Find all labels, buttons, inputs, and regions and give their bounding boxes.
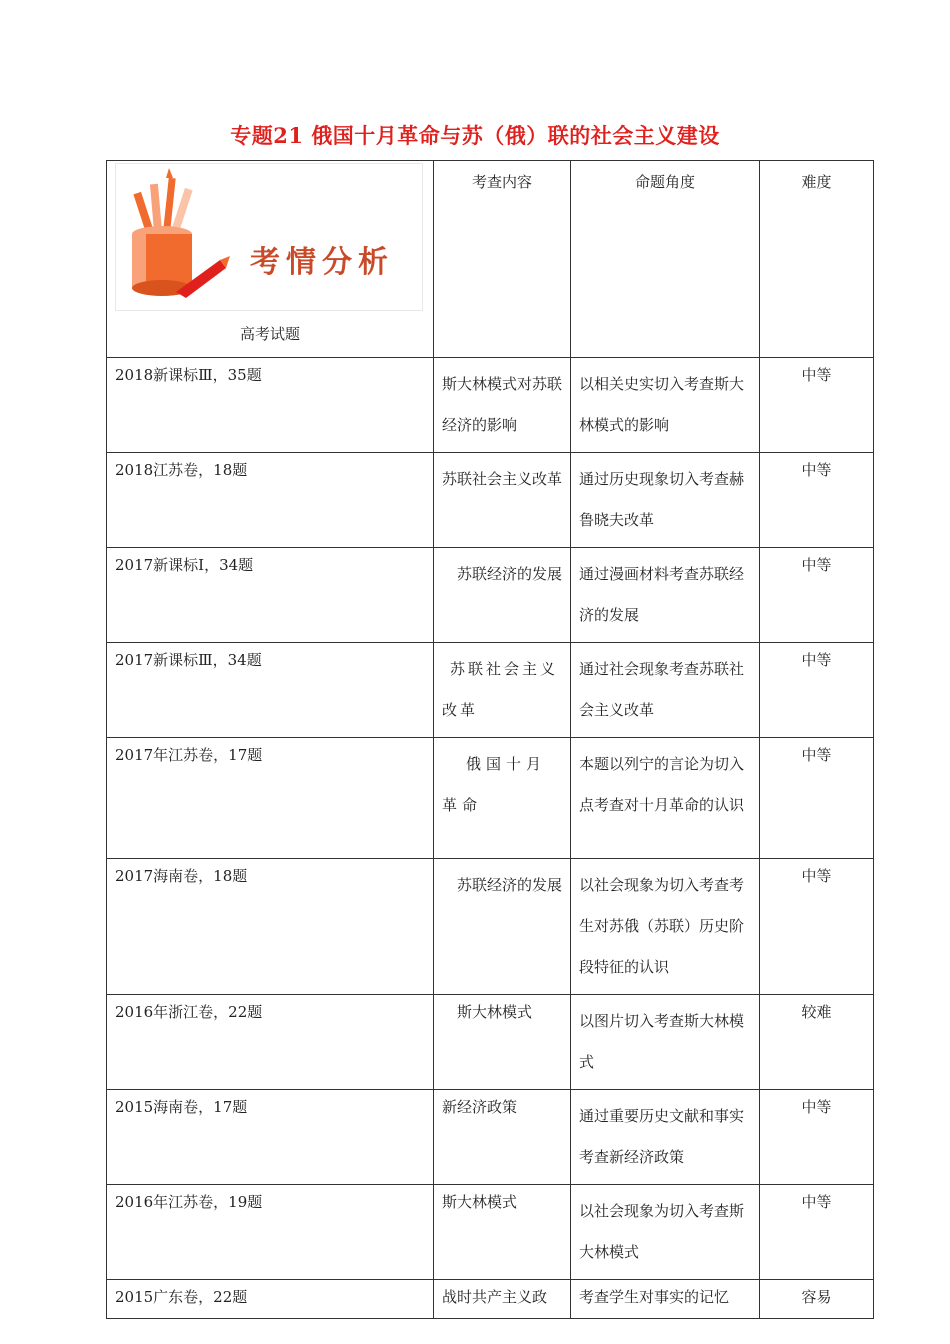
cell-exam: 2016年江苏卷，19题 <box>107 1185 434 1280</box>
table-row <box>107 1090 874 1185</box>
page-title: 专题21 俄国十月革命与苏（俄）联的社会主义建设 <box>230 123 720 148</box>
cell-angle: 通过历史现象切入考查赫鲁晓夫改革 <box>571 453 760 548</box>
cell-angle: 以图片切入考查斯大林模式 <box>571 995 760 1090</box>
cell-exam: 2017新课标Ⅰ，34题 <box>107 548 434 643</box>
table-row <box>107 358 874 453</box>
cell-angle: 通过社会现象考查苏联社会主义改革 <box>571 643 760 738</box>
table-row <box>107 643 874 738</box>
pencil-cup-icon <box>116 164 422 310</box>
cell-content: 斯大林模式对苏联经济的影响 <box>434 358 571 453</box>
cell-exam: 2017海南卷，18题 <box>107 859 434 995</box>
cell-angle: 考查学生对事实的记忆 <box>571 1280 760 1319</box>
cell-angle: 以社会现象为切入考查考生对苏俄（苏联）历史阶段特征的认识 <box>571 859 760 995</box>
table-header-row <box>107 161 874 358</box>
header-cell-angle: 命题角度 <box>571 161 760 358</box>
cell-difficulty: 较难 <box>760 995 874 1090</box>
header-cell-exam <box>107 161 434 358</box>
cell-angle: 通过重要历史文献和事实考查新经济政策 <box>571 1090 760 1185</box>
cell-content: 斯大林模式 <box>434 995 571 1090</box>
table-row <box>107 995 874 1090</box>
cell-exam: 2016年浙江卷，22题 <box>107 995 434 1090</box>
logo-image <box>115 163 423 311</box>
cell-exam: 2018江苏卷，18题 <box>107 453 434 548</box>
logo-text: 考情分析 <box>250 245 394 280</box>
cell-angle: 以相关史实切入考查斯大林模式的影响 <box>571 358 760 453</box>
table-row <box>107 1280 874 1319</box>
cell-angle: 本题以列宁的言论为切入点考查对十月革命的认识 <box>571 738 760 859</box>
table-row <box>107 859 874 995</box>
cell-angle: 通过漫画材料考查苏联经济的发展 <box>571 548 760 643</box>
cell-content: 苏联社会主义改革 <box>434 643 571 738</box>
cell-exam: 2017新课标Ⅲ，34题 <box>107 643 434 738</box>
table-row <box>107 738 874 859</box>
cell-difficulty: 中等 <box>760 738 874 859</box>
cell-content: 苏联社会主义改革 <box>434 453 571 548</box>
cell-difficulty: 中等 <box>760 1090 874 1185</box>
cell-exam: 2015海南卷，17题 <box>107 1090 434 1185</box>
cell-content: 苏联经济的发展 <box>434 548 571 643</box>
cell-difficulty: 中等 <box>760 548 874 643</box>
cell-exam: 2017年江苏卷，17题 <box>107 738 434 859</box>
header-cell-difficulty: 难度 <box>760 161 874 358</box>
exam-analysis-table <box>106 160 874 1319</box>
cell-content: 斯大林模式 <box>434 1185 571 1280</box>
header-cell-content: 考查内容 <box>434 161 571 358</box>
cell-difficulty: 中等 <box>760 453 874 548</box>
cell-content: 战时共产主义政 <box>434 1280 571 1319</box>
cell-difficulty: 容易 <box>760 1280 874 1319</box>
cell-content: 俄国十月革命 <box>434 738 571 859</box>
cell-content: 苏联经济的发展 <box>434 859 571 995</box>
table-row <box>107 453 874 548</box>
cell-exam: 2015广东卷，22题 <box>107 1280 434 1319</box>
cell-exam: 2018新课标Ⅲ，35题 <box>107 358 434 453</box>
cell-difficulty: 中等 <box>760 643 874 738</box>
cell-difficulty: 中等 <box>760 358 874 453</box>
table-row <box>107 548 874 643</box>
cell-difficulty: 中等 <box>760 1185 874 1280</box>
table-row <box>107 1185 874 1280</box>
cell-angle: 以社会现象为切入考查斯大林模式 <box>571 1185 760 1280</box>
cell-content: 新经济政策 <box>434 1090 571 1185</box>
cell-difficulty: 中等 <box>760 859 874 995</box>
header-label-exam: 高考试题 <box>239 325 300 343</box>
